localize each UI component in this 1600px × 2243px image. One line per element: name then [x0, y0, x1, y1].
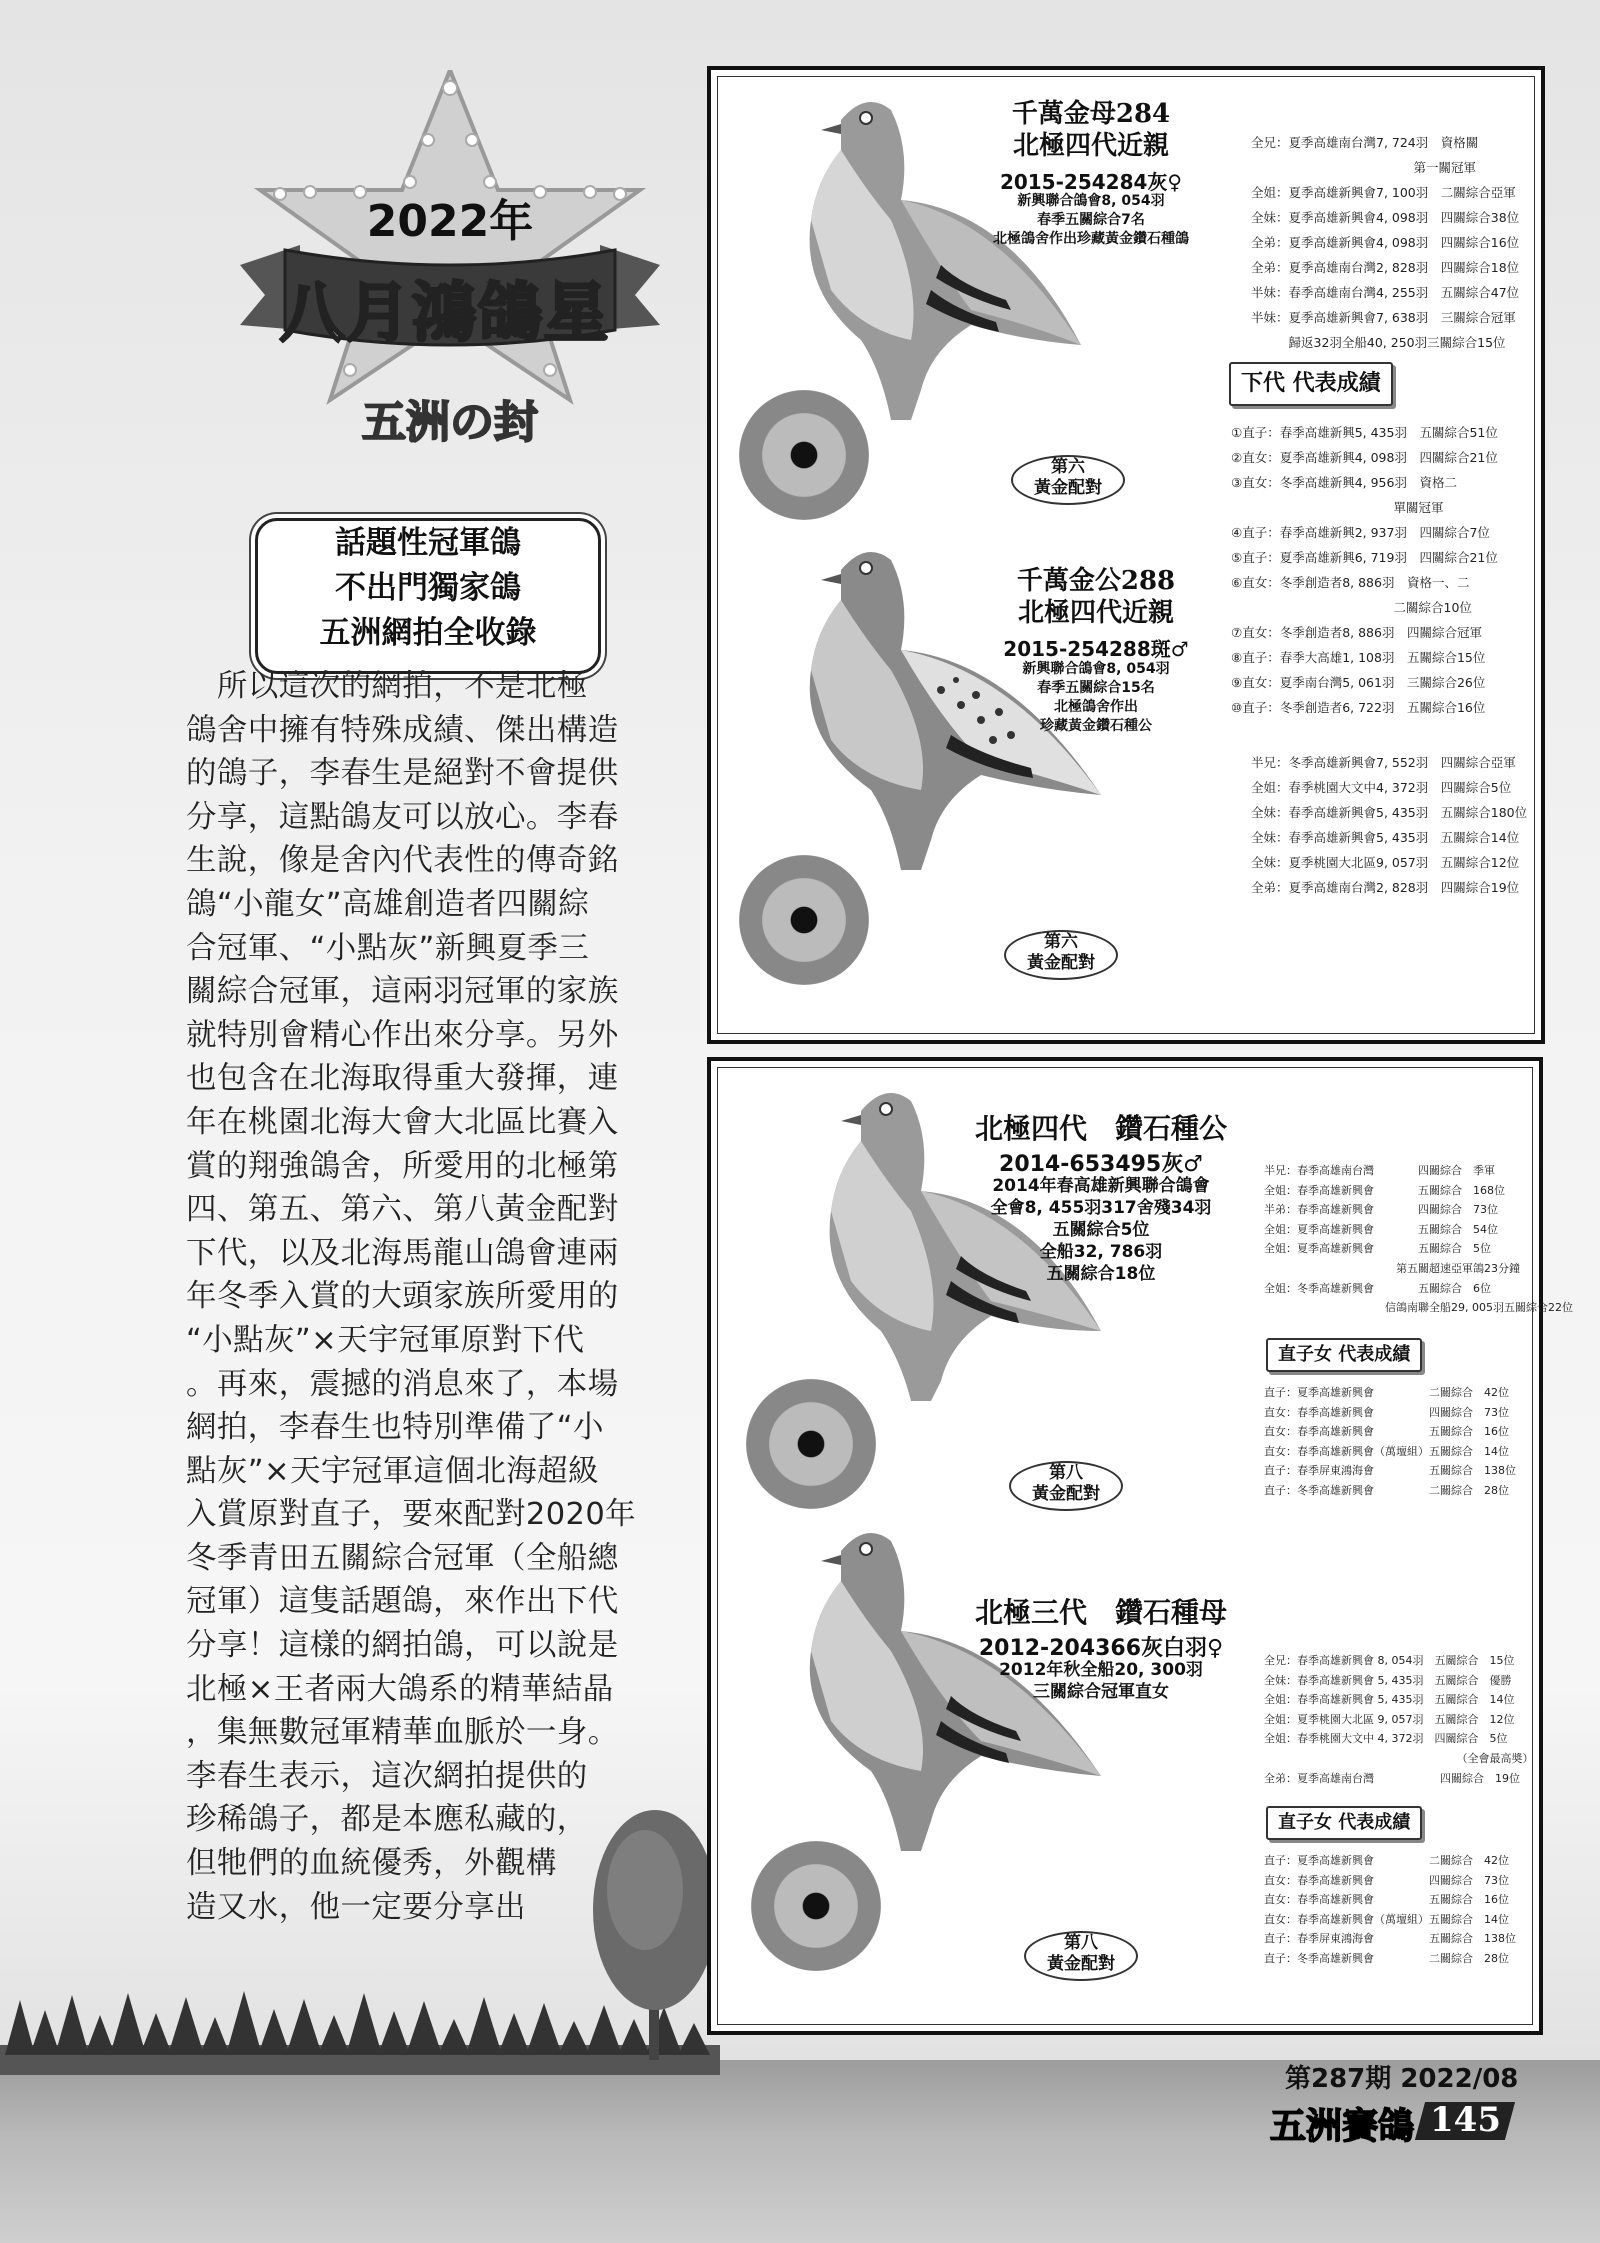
headline-box [255, 518, 601, 674]
issue-info [1285, 2058, 1518, 2095]
offspring-record: 二關綜合10位 [1231, 600, 1472, 615]
relative-record: 半弟：春季高雄新興會 四關綜合 73位 [1264, 1203, 1498, 1217]
article-line: 就特別會精心作出來分享。另外 [186, 1017, 619, 1053]
offspring-record: 直子：夏季高雄新興會 二關綜合 42位 [1264, 1386, 1509, 1399]
relative-record: 全姐：春季高雄新興會 五關綜合 168位 [1264, 1183, 1505, 1197]
article-line: 下代，以及北海馬龍山鴿會連兩 [186, 1235, 619, 1271]
article-line: 點灰”×天宇冠軍這個北海超級 [186, 1453, 599, 1489]
header-ribbon-text: 五洲の封 [362, 397, 538, 448]
pairing-badge: 第八 黃金配對 [1024, 1931, 1138, 1981]
pigeon-title: 千萬金公288 北極四代近親 [1016, 566, 1176, 628]
article-line: “小點灰”×天宇冠軍原對下代 [186, 1322, 585, 1358]
pigeon-info: 新興聯合鴿會8, 054羽 春季五關綜合7名 北極鴿舍作出珍藏黃金鑽石種鴿 [993, 193, 1189, 247]
relative-record: 全妹：春季高雄新興會 5, 435羽 五關綜合 優勝 [1264, 1673, 1512, 1687]
article-line: 賞的翔強鴿舍，所愛用的北極第 [186, 1148, 619, 1184]
relatives-record-list [1264, 1651, 1534, 1788]
offspring-record: 單關冠軍 [1231, 500, 1444, 515]
relative-record: 全妹：夏季高雄新興會4, 098羽 四關綜合38位 [1251, 210, 1520, 225]
relative-record: 全弟：夏季高雄南台灣2, 828羽 四關綜合19位 [1251, 880, 1520, 895]
header-year: 2022年 [366, 196, 534, 247]
relative-record: 全姐：春季高雄新興會 5, 435羽 五關綜合 14位 [1264, 1693, 1515, 1707]
relative-record: 第一關冠軍 [1251, 160, 1477, 175]
relatives-record-list [1251, 130, 1519, 355]
relative-record: 全兄：春季高雄新興會 8, 054羽 五關綜合 15位 [1264, 1654, 1515, 1667]
pigeon-info: 新興聯合鴿會8, 054羽 春季五關綜合15名 北極鴿舍作出 珍藏黃金鑽石種公 [1022, 661, 1170, 734]
offspring-record: 直子：冬季高雄新興會 二關綜合 28位 [1264, 1951, 1509, 1965]
pigeon-eye-photo [746, 1379, 876, 1509]
article-body [186, 665, 686, 1929]
offspring-label: 下代 代表成績 [1229, 362, 1393, 406]
article-line: 珍稀鴿子，都是本應私藏的， [186, 1802, 588, 1838]
offspring-record: 直女：春季高雄新興會 五關綜合 16位 [1264, 1425, 1509, 1439]
offspring-record: 直女：春季高雄新興會（萬壇組）五關綜合 14位 [1264, 1444, 1509, 1458]
relative-record: 全弟：夏季高雄南台灣2, 828羽 四關綜合18位 [1251, 260, 1520, 275]
pigeon-panel-top [707, 66, 1545, 1044]
relative-record: 全姐：冬季高雄新興會 五關綜合 6位 [1264, 1281, 1491, 1295]
pigeon-info: 2012年秋全船20, 300羽 三關綜合冠軍直女 [999, 1660, 1203, 1702]
relative-record: 半妹：春季高雄南台灣4, 255羽 五關綜合47位 [1251, 285, 1520, 300]
headline-line: 話題性冠軍鴿 [335, 525, 521, 561]
relative-record: 全姐：夏季高雄新興會 五關綜合 5位 [1264, 1242, 1491, 1256]
article-line: 鴿舍中擁有特殊成績、傑出構造 [186, 712, 619, 748]
relative-record: 全姐：春季桃園大文中4, 372羽 四關綜合5位 [1251, 780, 1512, 795]
magazine-name: 五洲賽鴿 [1270, 2106, 1415, 2147]
relatives-record-list [1264, 1161, 1573, 1318]
article-line: 關綜合冠軍，這兩羽冠軍的家族 [186, 974, 619, 1010]
article-line: 四、第五、第六、第八黃金配對 [186, 1192, 619, 1228]
relative-record: 全姐：夏季高雄新興會 五關綜合 54位 [1264, 1222, 1498, 1236]
offspring-record: 直女：春季高雄新興會（萬壇組）五關綜合 14位 [1264, 1912, 1509, 1926]
offspring-record: ①直子：春季高雄新興5, 435羽 五關綜合51位 [1231, 425, 1498, 440]
pigeon-title: 北極四代 鑽石種公 [974, 1112, 1227, 1145]
headline-line: 五洲網拍全收錄 [319, 615, 537, 651]
relative-record: 半妹：夏季高雄新興會7, 638羽 三關綜合冠軍 [1251, 310, 1516, 325]
article-line: 。再來，震撼的消息來了，本場 [186, 1366, 619, 1402]
pigeon-ring-number: 2012-204366灰白羽♀ [978, 1636, 1224, 1661]
offspring-record: ⑤直子：夏季高雄新興6, 719羽 四關綜合21位 [1231, 550, 1498, 565]
article-line: 造又水，他一定要分享出 [186, 1889, 526, 1925]
offspring-record: 直女：春季高雄新興會 四關綜合 73位 [1264, 1873, 1509, 1887]
pigeon-ring-number: 2014-653495灰♂ [999, 1152, 1203, 1177]
offspring-record: 直子：夏季高雄新興會 二關綜合 42位 [1264, 1854, 1509, 1867]
article-line: 李春生表示，這次網拍提供的 [186, 1758, 588, 1794]
relative-record: 全兄：夏季高雄南台灣7, 724羽 資格關 [1251, 135, 1479, 150]
relative-record: 半兄：冬季高雄新興會7, 552羽 四關綜合亞軍 [1251, 755, 1516, 770]
relative-record: 全弟：夏季高雄新興會4, 098羽 四關綜合16位 [1251, 235, 1520, 250]
article-line: 北極×王者兩大鴿系的精華結晶 [186, 1671, 614, 1707]
pigeon-panel-bottom [707, 1057, 1573, 2035]
offspring-record: 直女：春季高雄新興會 四關綜合 73位 [1264, 1405, 1509, 1419]
page-number: 145 [1430, 2100, 1501, 2140]
article-line: 冬季青田五關綜合冠軍（全船總 [186, 1540, 619, 1576]
offspring-record-list [1264, 1383, 1516, 1501]
article-line: 但牠們的血統優秀，外觀構 [186, 1846, 557, 1882]
relative-record: 全妹：春季高雄新興會5, 435羽 五關綜合180位 [1251, 805, 1528, 820]
article-line: 合冠軍、“小點灰”新興夏季三 [186, 930, 590, 966]
offspring-record: ⑦直女：冬季創造者8, 886羽 四關綜合冠軍 [1231, 625, 1482, 640]
relative-record: （全會最高奬） [1264, 1751, 1534, 1765]
pigeon-eye-photo [739, 855, 869, 985]
issue-date: 2022/08 [1400, 2064, 1519, 2094]
header-title: 八月鴻鴿星 [280, 277, 610, 351]
article-line: 年在桃園北海大會大北區比賽入 [186, 1104, 619, 1140]
pigeon-ring-number: 2015-254284灰♀ [999, 170, 1183, 194]
offspring-record: ⑥直女：冬季創造者8, 886羽 資格一、二 [1231, 575, 1470, 590]
pairing-badge: 第六 黃金配對 [1004, 930, 1118, 980]
relative-record: 全姐：夏季高雄新興會7, 100羽 二關綜合亞軍 [1251, 185, 1516, 200]
article-line: 網拍，李春生也特別準備了“小 [186, 1410, 604, 1446]
relatives-record-list [1251, 750, 1527, 900]
offspring-record-list [1264, 1851, 1516, 1969]
pigeon-ring-number: 2015-254288斑♂ [1003, 637, 1189, 661]
issue-number: 第287期 [1285, 2064, 1392, 2094]
offspring-label: 直子女 代表成績 [1266, 1806, 1422, 1840]
article-line: 鴿“小龍女”高雄創造者四關綜 [186, 886, 590, 922]
pairing-badge: 第六 黃金配對 [1011, 455, 1125, 505]
relative-record: 全姐：春季桃園大文中 4, 372羽 四關綜合 5位 [1264, 1732, 1508, 1746]
pigeon-title: 北極三代 鑽石種母 [974, 1596, 1227, 1629]
article-line: 分享，這點鴿友可以放心。李春 [186, 799, 619, 835]
article-line: 入賞原對直子，要來配對2020年 [186, 1497, 637, 1533]
article-line: 分享！這樣的網拍鴿，可以說是 [186, 1628, 619, 1664]
relative-record: 全姐：夏季桃園大北區 9, 057羽 五關綜合 12位 [1264, 1712, 1515, 1726]
offspring-record: ②直女：夏季高雄新興4, 098羽 四關綜合21位 [1231, 450, 1498, 465]
offspring-record: 直子：冬季高雄新興會 二關綜合 28位 [1264, 1483, 1509, 1497]
pigeon-info: 2014年春高雄新興聯合鴿會 全會8, 455羽317舍殘34羽 五關綜合5位 全船32, 786羽 五關綜合18位 [990, 1176, 1212, 1284]
offspring-record: 直子：春季屏東鴻海會 五關綜合 138位 [1264, 1464, 1516, 1478]
relative-record: 全妹：春季高雄新興會5, 435羽 五關綜合14位 [1251, 830, 1520, 845]
relative-record: 全弟：夏季高雄南台灣 四關綜合 19位 [1264, 1771, 1520, 1785]
headline-line: 不出門獨家鴿 [335, 570, 521, 606]
magazine-brand [1270, 2098, 1510, 2147]
relative-record: 信鴿南聯全船29, 005羽五關綜合22位 [1264, 1301, 1573, 1315]
offspring-record: ⑩直子：冬季創造者6, 722羽 五關綜合16位 [1231, 700, 1486, 715]
relative-record: 半兄：春季高雄南台灣 四關綜合 季軍 [1264, 1164, 1495, 1177]
offspring-record: ④直子：春季高雄新興2, 937羽 四關綜合7位 [1231, 525, 1490, 540]
pigeon-eye-photo [751, 1841, 881, 1971]
offspring-record: ⑨直女：夏季南台灣5, 061羽 三關綜合26位 [1231, 675, 1486, 690]
offspring-record-list [1231, 420, 1498, 720]
article-line: 年冬季入賞的大頭家族所愛用的 [186, 1279, 619, 1315]
article-line: 生說，像是舍內代表性的傳奇銘 [186, 843, 619, 879]
offspring-record: ⑧直子：春季大高雄1, 108羽 五關綜合15位 [1231, 650, 1486, 665]
pigeon-eye-photo [739, 390, 869, 520]
article-line: 的鴿子，李春生是絕對不會提供 [186, 756, 619, 792]
article-line: 也包含在北海取得重大發揮，連 [186, 1061, 619, 1097]
pigeon-title: 千萬金母284 北極四代近親 [1011, 99, 1171, 161]
article-line: 所以這次的網拍，不是北極 [186, 669, 588, 704]
offspring-record: 直子：春季屏東鴻海會 五關綜合 138位 [1264, 1932, 1516, 1946]
offspring-label: 直子女 代表成績 [1266, 1338, 1422, 1372]
article-line: 冠軍）這隻話題鴿，來作出下代 [186, 1584, 619, 1620]
relative-record: 歸返32羽全船40, 250羽三關綜合15位 [1251, 335, 1506, 350]
pairing-badge: 第八 黃金配對 [1009, 1461, 1123, 1511]
offspring-record: 直女：春季高雄新興會 五關綜合 16位 [1264, 1893, 1509, 1907]
relative-record: 第五關超速亞軍鴿23分鐘 [1264, 1261, 1520, 1275]
article-line: ，集無數冠軍精華血脈於一身。 [186, 1715, 619, 1751]
relative-record: 全妹：夏季桃園大北區9, 057羽 五關綜合12位 [1251, 855, 1520, 870]
offspring-record: ③直女：冬季高雄新興4, 956羽 資格二 [1231, 475, 1457, 490]
